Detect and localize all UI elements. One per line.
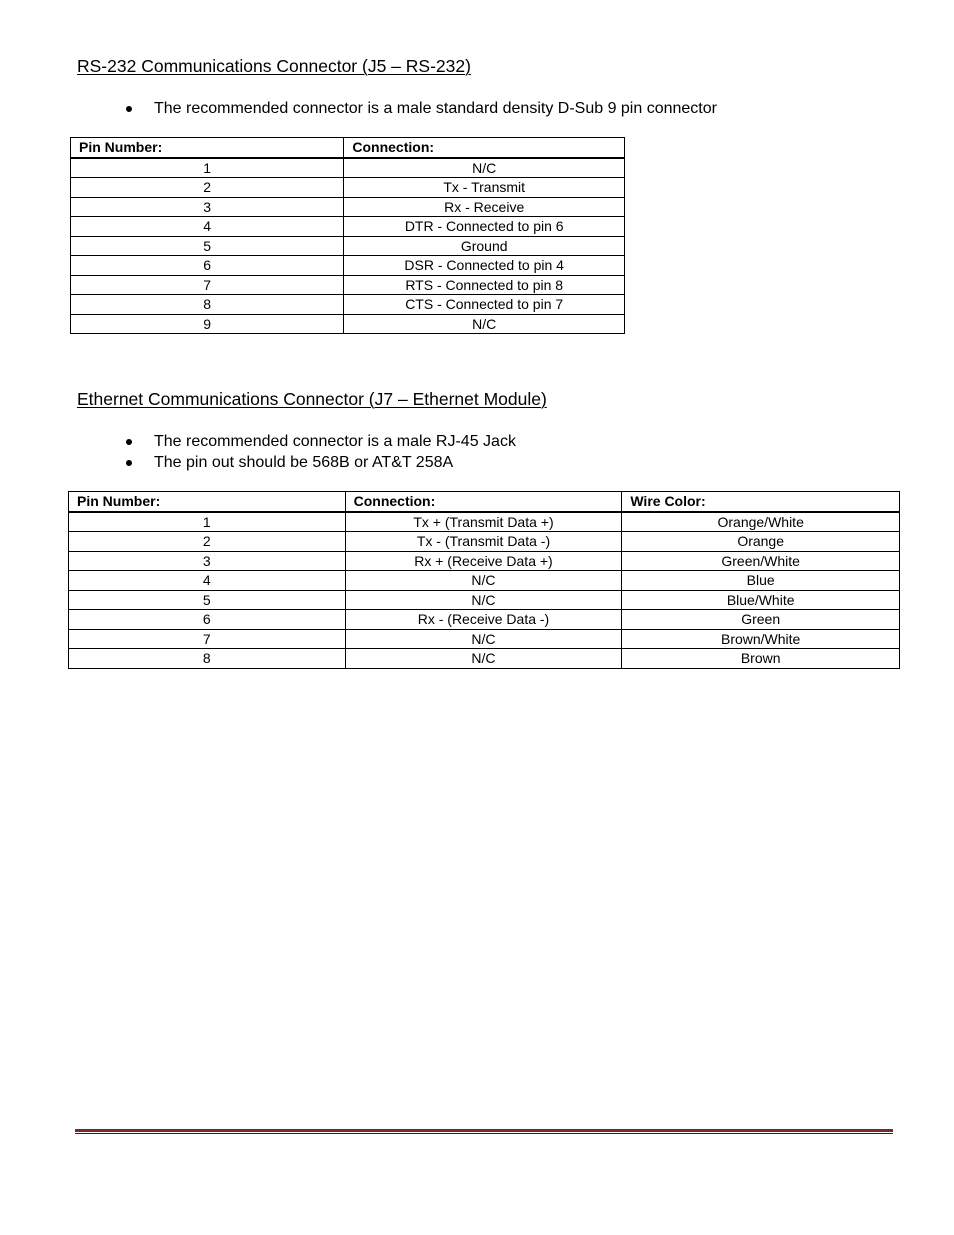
column-header-pin-number: Pin Number: — [69, 492, 346, 512]
wire-color-cell: Brown — [622, 649, 900, 669]
pin-number-cell: 3 — [71, 197, 344, 217]
pin-number-cell: 1 — [71, 158, 344, 178]
table-row — [69, 629, 900, 649]
pin-number-cell: 6 — [71, 256, 344, 276]
bullet-icon — [126, 460, 132, 466]
wire-color-cell: Blue/White — [622, 590, 900, 610]
table-row — [71, 256, 625, 276]
table-row — [71, 295, 625, 315]
connection-cell: Tx - (Transmit Data -) — [345, 532, 622, 552]
pin-number-cell: 9 — [71, 314, 344, 334]
column-header-connection: Connection: — [345, 492, 622, 512]
pin-number-cell: 7 — [71, 275, 344, 295]
table-header-row — [69, 492, 900, 512]
column-header-connection: Connection: — [344, 138, 625, 158]
ethernet-pin-table — [68, 491, 900, 669]
connection-cell: Tx + (Transmit Data +) — [345, 512, 622, 532]
connection-cell: N/C — [344, 158, 625, 178]
wire-color-cell: Brown/White — [622, 629, 900, 649]
bullet-text: The pin out should be 568B or AT&T 258A — [154, 454, 454, 471]
table-row — [71, 275, 625, 295]
pin-number-cell: 2 — [71, 178, 344, 198]
ethernet-heading: Ethernet Communications Connector (J7 – Ethernet Module) — [77, 389, 547, 409]
connection-cell: DSR - Connected to pin 4 — [344, 256, 625, 276]
connection-cell: RTS - Connected to pin 8 — [344, 275, 625, 295]
table-row — [69, 610, 900, 630]
table-header-row — [71, 138, 625, 158]
wire-color-cell: Orange/White — [622, 512, 900, 532]
bullet-item — [124, 431, 516, 452]
connection-cell: N/C — [345, 629, 622, 649]
pin-number-cell: 5 — [71, 236, 344, 256]
connection-cell: Tx - Transmit — [344, 178, 625, 198]
rs232-heading: RS-232 Communications Connector (J5 – RS-232) — [77, 56, 471, 76]
connection-cell: Ground — [344, 236, 625, 256]
bullet-item — [124, 98, 717, 119]
bullet-text: The recommended connector is a male standard density D-Sub 9 pin connector — [154, 100, 717, 117]
pin-number-cell: 7 — [69, 629, 346, 649]
connection-cell: Rx - (Receive Data -) — [345, 610, 622, 630]
wire-color-cell: Green/White — [622, 551, 900, 571]
rs232-bullet-list — [124, 98, 717, 119]
connection-cell: N/C — [345, 649, 622, 669]
connection-cell: CTS - Connected to pin 7 — [344, 295, 625, 315]
pin-number-cell: 5 — [69, 590, 346, 610]
connection-cell: Rx + (Receive Data +) — [345, 551, 622, 571]
pin-number-cell: 1 — [69, 512, 346, 532]
ethernet-bullet-list — [124, 431, 516, 473]
table-row — [69, 590, 900, 610]
footer-divider — [75, 1129, 893, 1132]
bullet-icon — [126, 106, 132, 112]
pin-number-cell: 4 — [71, 217, 344, 237]
table-row — [69, 551, 900, 571]
bullet-icon — [126, 439, 132, 445]
pin-number-cell: 4 — [69, 571, 346, 591]
rs232-pin-table — [70, 137, 625, 334]
connection-cell: N/C — [345, 571, 622, 591]
pin-number-cell: 6 — [69, 610, 346, 630]
table-row — [69, 532, 900, 552]
table-row — [71, 236, 625, 256]
table-row — [69, 571, 900, 591]
pin-number-cell: 8 — [71, 295, 344, 315]
connection-cell: N/C — [345, 590, 622, 610]
wire-color-cell: Orange — [622, 532, 900, 552]
pin-number-cell: 8 — [69, 649, 346, 669]
table-row — [69, 512, 900, 532]
pin-number-cell: 3 — [69, 551, 346, 571]
table-row — [69, 649, 900, 669]
wire-color-cell: Green — [622, 610, 900, 630]
connection-cell: DTR - Connected to pin 6 — [344, 217, 625, 237]
column-header-wire-color: Wire Color: — [622, 492, 900, 512]
pin-number-cell: 2 — [69, 532, 346, 552]
table-row — [71, 217, 625, 237]
bullet-text: The recommended connector is a male RJ-45 Jack — [154, 433, 516, 450]
bullet-item — [124, 452, 516, 473]
table-row — [71, 197, 625, 217]
table-row — [71, 158, 625, 178]
table-row — [71, 178, 625, 198]
column-header-pin-number: Pin Number: — [71, 138, 344, 158]
connection-cell: N/C — [344, 314, 625, 334]
wire-color-cell: Blue — [622, 571, 900, 591]
table-row — [71, 314, 625, 334]
connection-cell: Rx - Receive — [344, 197, 625, 217]
